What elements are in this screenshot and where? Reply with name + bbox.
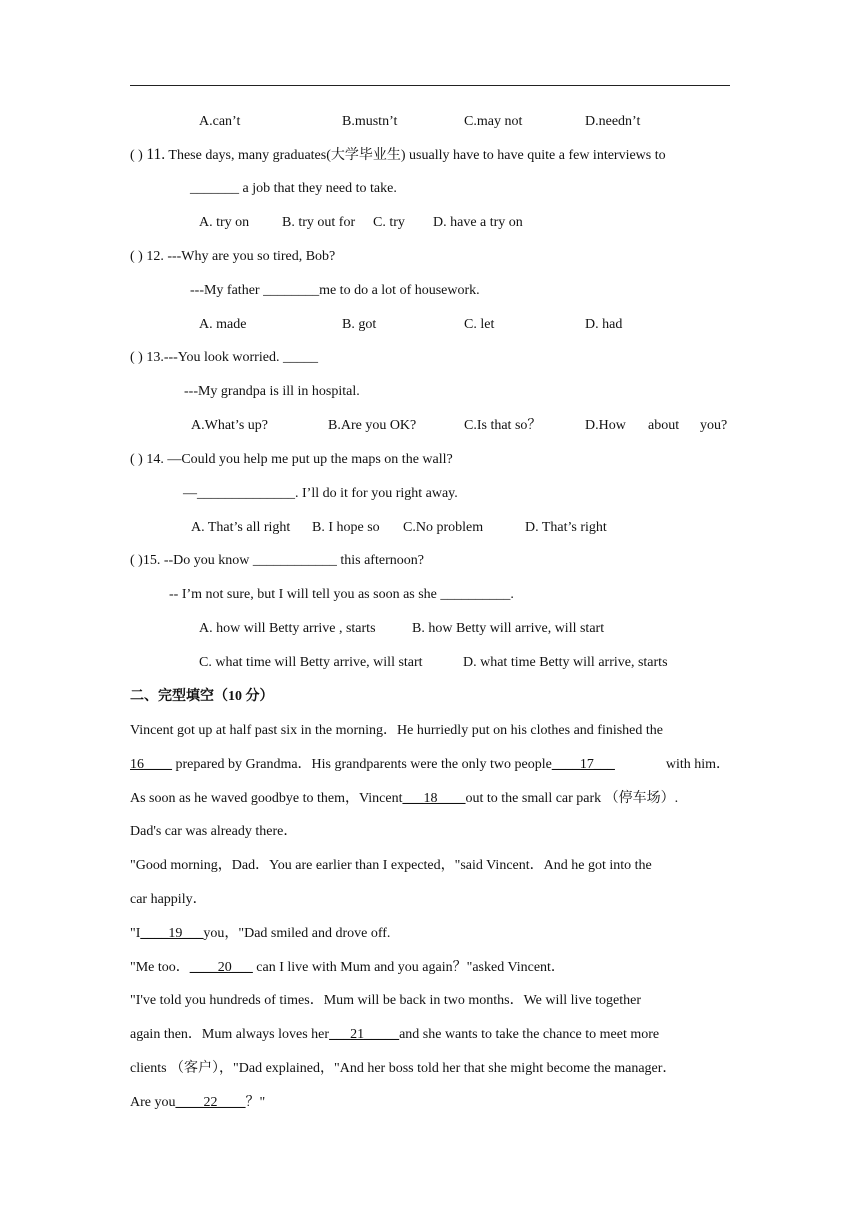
passage-line-9: "I've told you hundreds of times．Mum will be back in two months．We will live together <box>130 993 642 1008</box>
passage-line-8-text: "Me too． <box>130 960 190 975</box>
q11-number: 11. <box>146 146 166 163</box>
blank-20: ____20___ <box>189 960 253 975</box>
passage-line-12 <box>130 1094 265 1112</box>
q12-reply: ---My father ________me to do a lot of housework. <box>190 283 480 298</box>
q11-option-d: D. have a try on <box>433 215 523 230</box>
section-title: 二、完型填空（ <box>130 689 228 704</box>
q11-paren: ( ) <box>130 148 147 163</box>
q15-option-b: B. how Betty will arrive, will start <box>412 621 605 636</box>
q13-stem: ( ) 13.---You look worried. _____ <box>130 350 318 365</box>
q10-option-a: A.can’t <box>199 114 241 129</box>
q13-reply: ---My grandpa is ill in hospital. <box>184 384 360 399</box>
blank-22: ____22____ <box>175 1095 246 1110</box>
passage-line-2-end: with him． <box>665 757 730 772</box>
q13-option-a: A.What’s up? <box>191 418 268 433</box>
q10-option-d: D.needn’t <box>585 114 641 129</box>
q11-option-a: A. try on <box>199 215 250 230</box>
passage-line-7 <box>130 925 390 943</box>
q15-option-d: D. what time Betty will arrive, starts <box>463 655 668 670</box>
q11-stem <box>130 146 666 164</box>
blank-17: ____17___ <box>551 757 615 772</box>
q13-option-d-word3: you? <box>700 418 728 433</box>
q14-option-c: C.No problem <box>403 520 484 535</box>
q14-option-b: B. I hope so <box>312 520 380 535</box>
q14-reply: —______________. I’ll do it for you right away. <box>183 486 458 501</box>
q11-option-c: C. try <box>373 215 405 230</box>
q10-option-c: C.may not <box>464 114 523 129</box>
q15-option-c: C. what time will Betty arrive, will start <box>199 655 423 670</box>
q10-option-b: B.mustn’t <box>342 114 398 129</box>
blank-19: ____19___ <box>140 926 204 941</box>
q12-stem: ( ) 12. ---Why are you so tired, Bob? <box>130 249 336 264</box>
header-rule <box>130 85 730 86</box>
q11-stem-text: These days, many graduates(大学毕业生) usually have to have quite a few interviews to <box>165 148 666 163</box>
passage-line-2-text: prepared by Grandma．His grandparents were the only two people <box>172 757 552 772</box>
q11-option-b: B. try out for <box>282 215 356 230</box>
passage-line-11: clients （客户），"Dad explained，"And her boss told her that she might become the manager． <box>130 1061 677 1076</box>
passage-line-6: car happily． <box>130 892 207 907</box>
passage-line-1: Vincent got up at half past six in the morning．He hurriedly put on his clothes and finished the <box>130 723 664 738</box>
passage-line-2 <box>130 756 730 774</box>
blank-21: ___21_____ <box>329 1027 400 1042</box>
passage-line-10 <box>130 1026 659 1044</box>
passage-line-5: "Good morning，Dad．You are earlier than I expected，"said Vincent．And he got into the <box>130 858 652 873</box>
passage-line-10-text: again then．Mum always loves her <box>130 1027 330 1042</box>
q13-option-c: C.Is that so？ <box>464 418 542 433</box>
q12-option-b: B. got <box>342 317 377 332</box>
q12-option-a: A. made <box>199 317 247 332</box>
q14-option-a: A. That’s all right <box>191 520 291 535</box>
passage-line-8-end: can I live with Mum and you again？"asked Vincent． <box>252 960 565 975</box>
passage-line-3 <box>130 790 730 808</box>
blank-18: ___18____ <box>402 791 466 806</box>
passage-line-10-end: and she wants to take the chance to meet more <box>399 1027 660 1042</box>
passage-line-12-end: ？" <box>245 1095 266 1110</box>
passage-line-7-text: "I <box>130 926 141 941</box>
section-heading <box>130 688 274 706</box>
section-score: 10 <box>228 689 242 704</box>
passage-line-4: Dad's car was already there． <box>130 824 298 839</box>
q15-option-a: A. how will Betty arrive , starts <box>199 621 376 636</box>
passage-line-3-end: out to the small car park （停车场）. <box>465 791 679 806</box>
q15-reply: -- I’m not sure, but I will tell you as soon as she __________. <box>169 587 514 602</box>
passage-line-7-end: you，"Dad smiled and drove off. <box>203 926 391 941</box>
q15-stem: ( )15. --Do you know ____________ this afternoon? <box>130 553 424 568</box>
q13-option-d-word2: about <box>648 418 680 433</box>
blank-16: 16____ <box>130 757 172 772</box>
q14-option-d: D. That’s right <box>525 520 607 535</box>
q13-option-d-word1: D.How <box>585 418 626 433</box>
q12-option-c: C. let <box>464 317 495 332</box>
section-title-end: 分） <box>242 689 274 704</box>
passage-line-12-text: Are you <box>130 1095 176 1110</box>
q14-stem: ( ) 14. —Could you help me put up the maps on the wall? <box>130 452 453 467</box>
q13-option-b: B.Are you OK? <box>328 418 417 433</box>
passage-line-8 <box>130 959 565 977</box>
q11-stem-line2: _______ a job that they need to take. <box>190 181 397 196</box>
q12-option-d: D. had <box>585 317 623 332</box>
passage-line-3-text: As soon as he waved goodbye to them，Vincent <box>130 791 403 806</box>
